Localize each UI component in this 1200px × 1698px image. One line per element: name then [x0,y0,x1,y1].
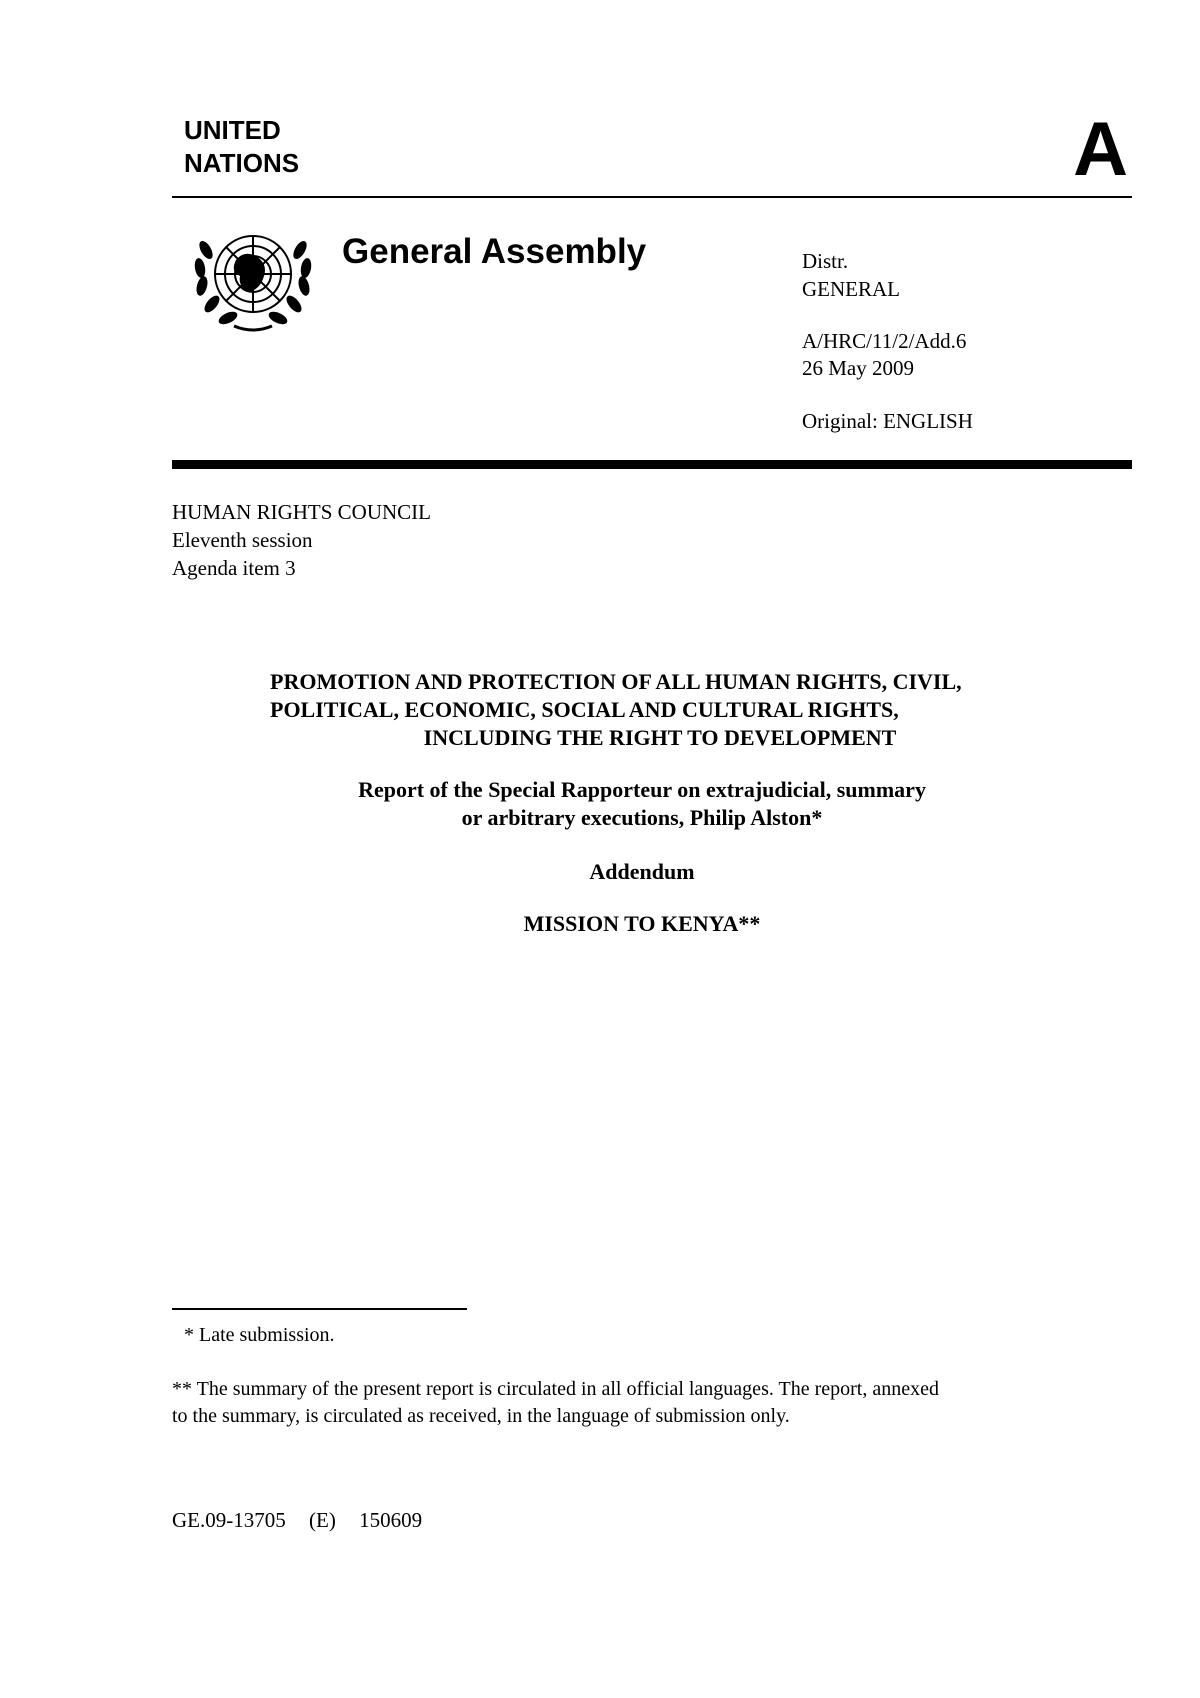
footnote-1: * Late submission. [184,1324,335,1346]
agenda-item: Agenda item 3 [172,556,296,580]
document-date: 26 May 2009 [802,356,914,380]
org-line-2: NATIONS [184,148,300,178]
title-line-2: POLITICAL, ECONOMIC, SOCIAL AND CULTURAL RIGHTS, [270,697,899,722]
council-name: HUMAN RIGHTS COUNCIL [172,500,432,524]
footnote-2-line-2: to the summary, is circulated as received, in the language of submission only. [172,1405,790,1427]
footnote-2-line-1: ** The summary of the present report is circulated in all official languages. The report, annexed [172,1378,939,1400]
report-title-line-2: or arbitrary executions, Philip Alston* [461,805,823,830]
un-emblem-icon [184,220,322,338]
original-language: Original: ENGLISH [802,409,973,433]
title-line-3: INCLUDING THE RIGHT TO DEVELOPMENT [423,725,897,750]
masthead-divider [172,460,1132,469]
distr-value: GENERAL [802,277,900,301]
job-number [172,1508,440,1533]
report-title-line-1: Report of the Special Rapporteur on extrajudicial, summary [358,777,926,802]
distr-label: Distr. [802,249,849,273]
council-session: Eleventh session [172,528,313,552]
job-date: 150609 [359,1508,423,1532]
footnote-separator [172,1308,467,1310]
document-symbol: A/HRC/11/2/Add.6 [802,329,967,353]
org-line-1: UNITED [184,115,281,145]
title-line-1: PROMOTION AND PROTECTION OF ALL HUMAN RIGHTS, CIVIL, [270,669,962,694]
job-code: GE.09-13705 [172,1508,286,1532]
job-language: (E) [309,1508,336,1532]
council-block [172,498,431,582]
un-org-name [184,114,299,180]
mission-heading: MISSION TO KENYA** [523,911,761,936]
header-divider [172,196,1132,198]
organ-title: General Assembly [342,232,647,271]
series-symbol-letter: A [1073,107,1128,192]
addendum-heading: Addendum [589,859,695,884]
